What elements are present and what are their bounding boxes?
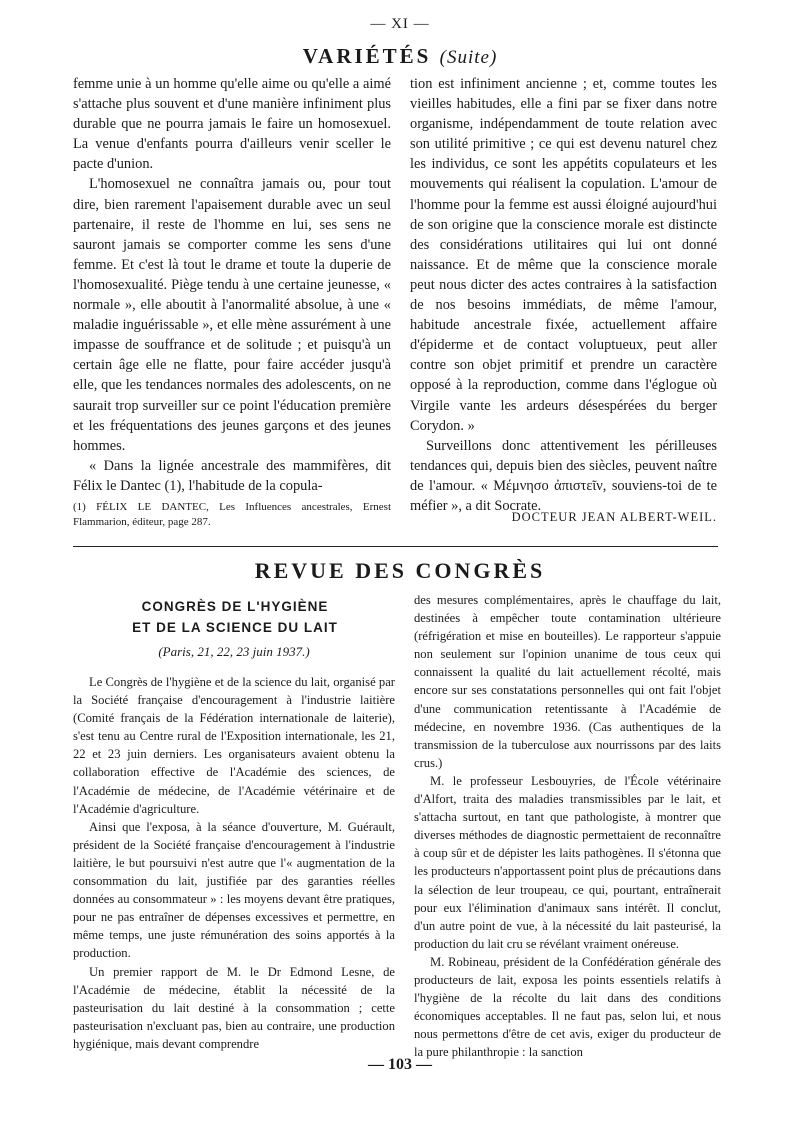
congres-dateline: (Paris, 21, 22, 23 juin 1937.) <box>158 644 310 659</box>
paragraph: Le Congrès de l'hygiène et de la science du lait, organisé par la Société française d'encouragement à l'industrie laitière (Comité français de la Fédération internationale de laiterie), s'est tenu au Centre rural de l'Exposition internationale, les 21, 22 et 23 juin derniers. Les organisateurs avaient obtenu la collaboration effective de l'Académie des sciences, de l'Académie de médecine, de l'Académie vétérinaire et de l'Académie d'agriculture. <box>73 675 395 816</box>
section-title-text: VARIÉTÉS <box>302 44 432 68</box>
section-divider <box>73 546 718 547</box>
paragraph: Un premier rapport de M. le Dr Edmond Lesne, de l'Académie de médecine, établit la nécessité de la pasteurisation du lait destiné à la consommation ; cette pasteurisation n'excluant pas, bien au contraire, une production hygiénique, mais devant comprendre <box>73 964 395 1051</box>
paragraph: « Dans la lignée ancestrale des mammifères, dit Félix le Dantec (1), l'habitude de la copula- <box>73 457 391 494</box>
varietes-right-column <box>410 74 717 516</box>
congres-title-line-2: ET DE LA SCIENCE DU LAIT <box>132 620 338 635</box>
revue-left-column <box>73 673 395 1053</box>
page-number-footer: — 103 — <box>368 1056 432 1073</box>
paragraph: tion est infiniment ancienne ; et, comme toutes les vieilles habitudes, elle a fini par se fixer dans notre organisme, indépendamment de toute relation avec son utilité primitive ; ce qui est devenu naturel chez les individus, ce sont les appétits copulateurs et les mouvements qui réalisent la copulation. L'amour de l'homme pour la femme est aussi éloigné aujourd'hui de son origine que la conscience morale est distincte des considérations utilitaires qui lui ont donné naissance. Et de même que la conscience morale peut nous dicter des actes contraires à la satisfaction de nos besoins immédiats, de même l'amour, habitude ancestrale fixée, actuellement affaire d'épiderme et de contact voluptueux, peut aller contre son objet primitif et prendre un caractère opposé à la reproduction, comme dans l'églogue où Virgile vante les ardeurs désespérées du berger Corydon. » <box>410 76 717 434</box>
paragraph: M. le professeur Lesbouyries, de l'École vétérinaire d'Alfort, traita des maladies transmissibles par le lait, et s'attacha surtout, en tant que pathologiste, à montrer que diverses méthodes de diagnostic permettaient de reconnaître à coup sûr et de dépister les laits pathogènes. Il s'étonna que les producteurs n'apportassent point plus de précautions dans la sélection de leur troupeau, ce qui, pourtant, entraînerait pour eux l'élimination d'animaux sans intérêt. Il conclut, d'un autre point de vue, à la nécessité du lait pasteurisé, la production du lait cru se révélant vraiment onéreuse. <box>414 773 721 951</box>
congres-title-line-1: CONGRÈS DE L'HYGIÈNE <box>141 599 329 614</box>
revue-right-column <box>414 591 721 1061</box>
paragraph: des mesures complémentaires, après le chauffage du lait, destinées à empêcher toute contamination ultérieure (réfrigération et mise en bouteilles). Le rapporteur s'appuie non seulement sur l'opinion unanime de tous ceux qui connaissent la qualité du lait actuellement récolté, mais encore sur ses constatations personnelles qui ont fait l'objet d'une communication retentissante à l'Académie de médecine, en novembre 1936. (Cas authentiques de la transmission de la tuberculose aux nourrissons par des laits crus.) <box>414 593 721 770</box>
paragraph: Ainsi que l'exposa, à la séance d'ouverture, M. Guérault, président de la Société française d'encouragement à l'industrie laitière, le but poursuivi n'est autre que l'« augmentation de la consommation du lait, justifiée par des garanties réelles données au consommateur » : les moyens devant être pratiques, pour ne pas entraîner de dépenses excessives et permettre, en même temps, une juste rémunération des soins apportés à la production. <box>73 819 395 961</box>
section-title-suffix: (Suite) <box>439 47 498 68</box>
section-title <box>0 44 800 69</box>
paragraph: Surveillons donc attentivement les périlleuses tendances qui, depuis bien des siècles, peuvent naître de l'amour. « Μέμνησο ἀπιστεῖν, souviens-toi de te méfier », a dit Socrate. <box>410 437 717 514</box>
paragraph: L'homosexuel ne connaîtra jamais ou, pour tout dire, bien rarement l'apaisement durable avec un seul partenaire, il reste de l'homme en lui, ses sens ne sauront jamais se comporter comme les sens d'une femme. Et c'est là tout le drame et toute la duperie de l'homosexualité. Piège tendu à une certaine jeunesse, « normale », elle aboutit à l'anormalité absolue, à une « maladie inguérissable », et elle mène assurément à une impasse de souffrance et de solitude ; et puisqu'à un certain âge elle ne flatte, pour faire accéder jusqu'à elle, que les tendances normales des adolescents, on ne saurait trop surveiller sur ce point l'éducation première et les fréquentations des jeunes garçons et des jeunes hommes. <box>73 176 391 454</box>
congres-title <box>110 596 360 638</box>
revue-title: REVUE DES CONGRÈS <box>254 558 546 583</box>
varietes-left-column <box>73 74 391 496</box>
paragraph: M. Robineau, président de la Confédération générale des producteurs de lait, exposa les points essentiels relatifs à l'hygiène de la récolte du lait dans des conditions économiques acceptables. Il ne faut pas, selon lui, et nous nous permettons d'être de cet avis, exiger du producteur de la pure philanthropie : la sanction <box>414 954 721 1060</box>
running-page-number: — XI — <box>370 16 430 32</box>
author-signature: DOCTEUR JEAN ALBERT-WEIL. <box>511 510 717 524</box>
footnote: (1) FÉLIX LE DANTEC, Les Influences ancestrales, Ernest Flammarion, éditeur, page 287. <box>73 501 391 528</box>
paragraph: femme unie à un homme qu'elle aime ou qu'elle a aimé s'attache plus souvent et d'une manière infiniment plus durable que ne pourra jamais le faire un homosexuel. La venue d'enfants pourra d'ailleurs venir sceller le pacte d'union. <box>73 76 391 173</box>
